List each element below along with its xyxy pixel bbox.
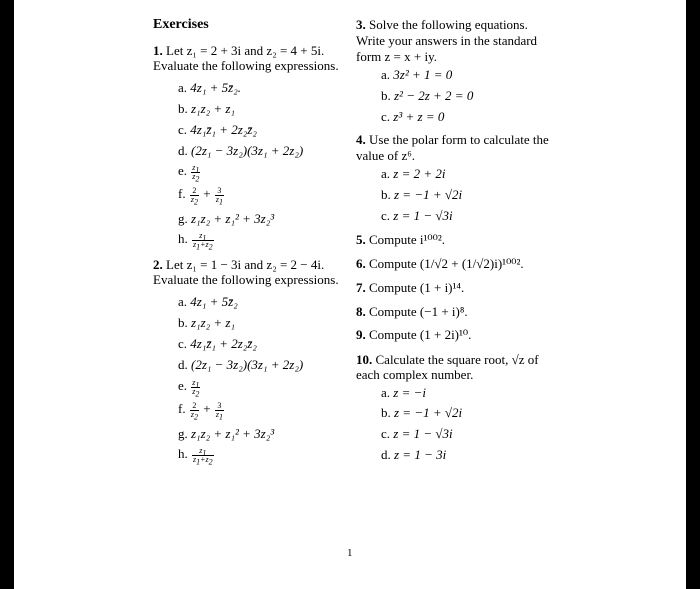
q1-item-c: c. 4z₁z̄₁ + 2z₂z̄₂ <box>178 122 257 137</box>
q3-item-c: c. z³ + z = 0 <box>381 109 445 124</box>
q10-item-c: c. z = 1 − √3i <box>381 426 453 441</box>
q1-item-g: g. z₁z₂ + z₁² + 3z₂³ <box>178 211 275 226</box>
q10-item-d: d. z = 1 − 3i <box>381 447 447 462</box>
q1-item-f: f. $\frac{2}{z_2}$ + $\frac{3}{z_1}$ <box>178 185 223 207</box>
document-page <box>14 0 686 589</box>
q2-item-e: e. $\frac{z_1}{z_2}$ <box>178 377 200 399</box>
q3-item-a: a. 3z² + 1 = 0 <box>381 67 453 82</box>
q2-item-d: d. (2z₁ − 3z₂)(3z₁ + 2z₂) <box>178 357 304 372</box>
q2-intro: 2. Let z₁ = 1 − 3i and z₂ = 2 − 4i. <box>153 257 325 272</box>
q9: 9. Compute (1 + 2i)¹⁰. <box>356 327 472 342</box>
q10-line2: each complex number. <box>356 367 474 382</box>
q1-item-e: e. $\frac{z_1}{z_2}$ <box>178 162 200 184</box>
q1-intro: 1. Let z₁ = 2 + 3i and z₂ = 4 + 5i. <box>153 43 325 58</box>
page-number: 1 <box>347 547 353 559</box>
q3-line2: Write your answers in the standard <box>356 33 538 48</box>
q4-item-b: b. z = −1 + √2i <box>381 187 463 202</box>
q4-item-a: a. z = 2 + 2i <box>381 166 446 181</box>
q1-item-d: d. (2z₁ − 3z₂)(3z₁ + 2z₂) <box>178 143 304 158</box>
q5: 5. Compute i¹⁰⁰². <box>356 232 445 247</box>
q2-item-g: g. z₁z₂ + z₁² + 3z₂³ <box>178 426 275 441</box>
q2-instruction: Evaluate the following expressions. <box>153 272 339 287</box>
q10-line1: 10. Calculate the square root, √z of <box>356 352 539 367</box>
exercises-heading: Exercises <box>153 17 209 32</box>
q1-item-b: b. z₁z₂ + z₁ <box>178 101 236 116</box>
q6: 6. Compute (1/√2 + (1/√2)i)¹⁰⁰². <box>356 256 524 271</box>
q2-item-f: f. $\frac{2}{z_2}$ + $\frac{3}{z_1}$ <box>178 400 223 422</box>
q3-line1: 3. Solve the following equations. <box>356 17 528 32</box>
q2-item-h: h. $\frac{z_1}{z_1+z_2}$ <box>178 445 213 467</box>
q1-item-a: a. 4z₁ + 5z̄₂. <box>178 80 241 95</box>
q2-item-b: b. z₁z₂ + z₁ <box>178 315 236 330</box>
q4-line1: 4. Use the polar form to calculate the <box>356 132 549 147</box>
q10-item-a: a. z = −i <box>381 385 426 400</box>
q4-item-c: c. z = 1 − √3i <box>381 208 453 223</box>
q2-item-c: c. 4z₁z̄₁ + 2z₂z̄₂ <box>178 336 257 351</box>
q3-item-b: b. z² − 2z + 2 = 0 <box>381 88 474 103</box>
q4-line2: value of z⁶. <box>356 148 416 163</box>
q1-instruction: Evaluate the following expressions. <box>153 58 339 73</box>
q3-line3: form z = x + iy. <box>356 49 437 64</box>
q8: 8. Compute (−1 + i)⁸. <box>356 304 468 319</box>
q2-item-a: a. 4z₁ + 5z̄₂ <box>178 294 238 309</box>
q1-item-h: h. $\frac{z_1}{z_1+z_2}$ <box>178 230 213 252</box>
q10-item-b: b. z = −1 + √2i <box>381 405 463 420</box>
q7: 7. Compute (1 + i)¹⁴. <box>356 280 465 295</box>
